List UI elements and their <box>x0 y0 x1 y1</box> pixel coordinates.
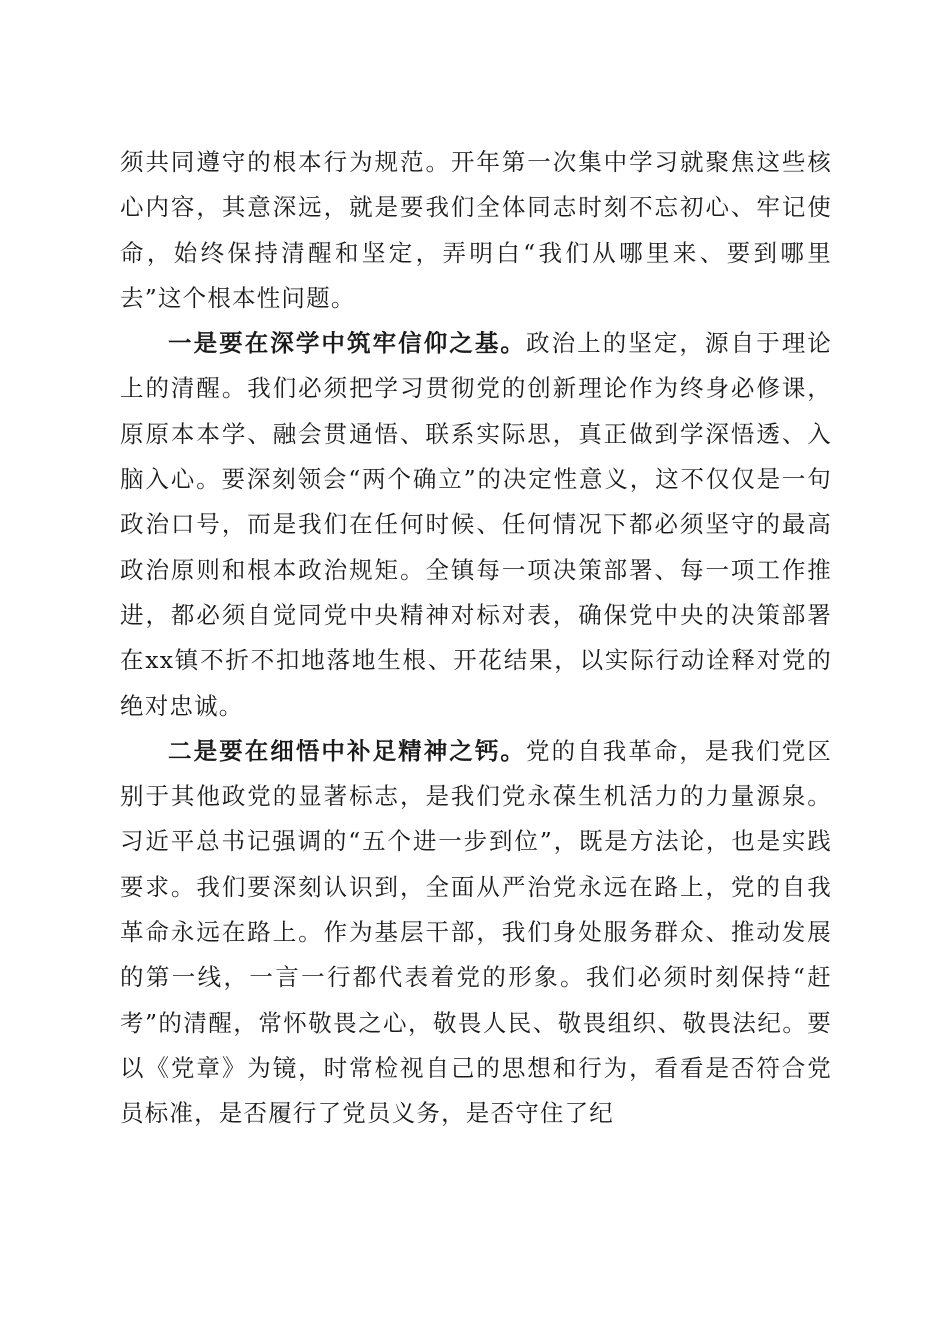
paragraph-continued <box>120 140 832 321</box>
document-body <box>120 140 832 1137</box>
paragraph-point-one <box>120 321 832 729</box>
paragraph-point-two <box>120 729 832 1137</box>
paragraph-lead-heading: 二是要在细悟中补足精神之钙。 <box>168 736 526 765</box>
paragraph-text: 须共同遵守的根本行为规范。开年第一次集中学习就聚焦这些核心内容，其意深远，就是要我们全体同志时刻不忘初心、牢记使命，始终保持清醒和坚定，弄明白“我们从哪里来、要到哪里去”这个根本性问题。 <box>120 148 832 312</box>
paragraph-text: 党的自我革命，是我们党区别于其他政党的显著标志，是我们党永葆生机活力的力量源泉。习近平总书记强调的“五个进一步到位”，既是方法论，也是实践要求。我们要深刻认识到，全面从严治党永远在路上，党的自我革命永远在路上。作为基层干部，我们身处服务群众、推动发展的第一线，一言一行都代表着党的形象。我们必须时刻保持“赶考”的清醒，常怀敬畏之心，敬畏人民、敬畏组织、敬畏法纪。要以《党章》为镜，时常检视自己的思想和行为，看看是否符合党员标准，是否履行了党员义务，是否守住了纪 <box>120 736 832 1128</box>
paragraph-lead-heading: 一是要在深学中筑牢信仰之基。 <box>168 329 526 358</box>
paragraph-text: 政治上的坚定，源自于理论上的清醒。我们必须把学习贯彻党的创新理论作为终身必修课，原原本本学、融会贯通悟、联系实际思，真正做到学深悟透、入脑入心。要深刻领会“两个确立”的决定性意义，这不仅仅是一句政治口号，而是我们在任何时候、任何情况下都必须坚守的最高政治原则和根本政治规矩。全镇每一项决策部署、每一项工作推进，都必须自觉同党中央精神对标对表，确保党中央的决策部署在xx镇不折不扣地落地生根、开花结果，以实际行动诠释对党的绝对忠诚。 <box>120 329 832 720</box>
